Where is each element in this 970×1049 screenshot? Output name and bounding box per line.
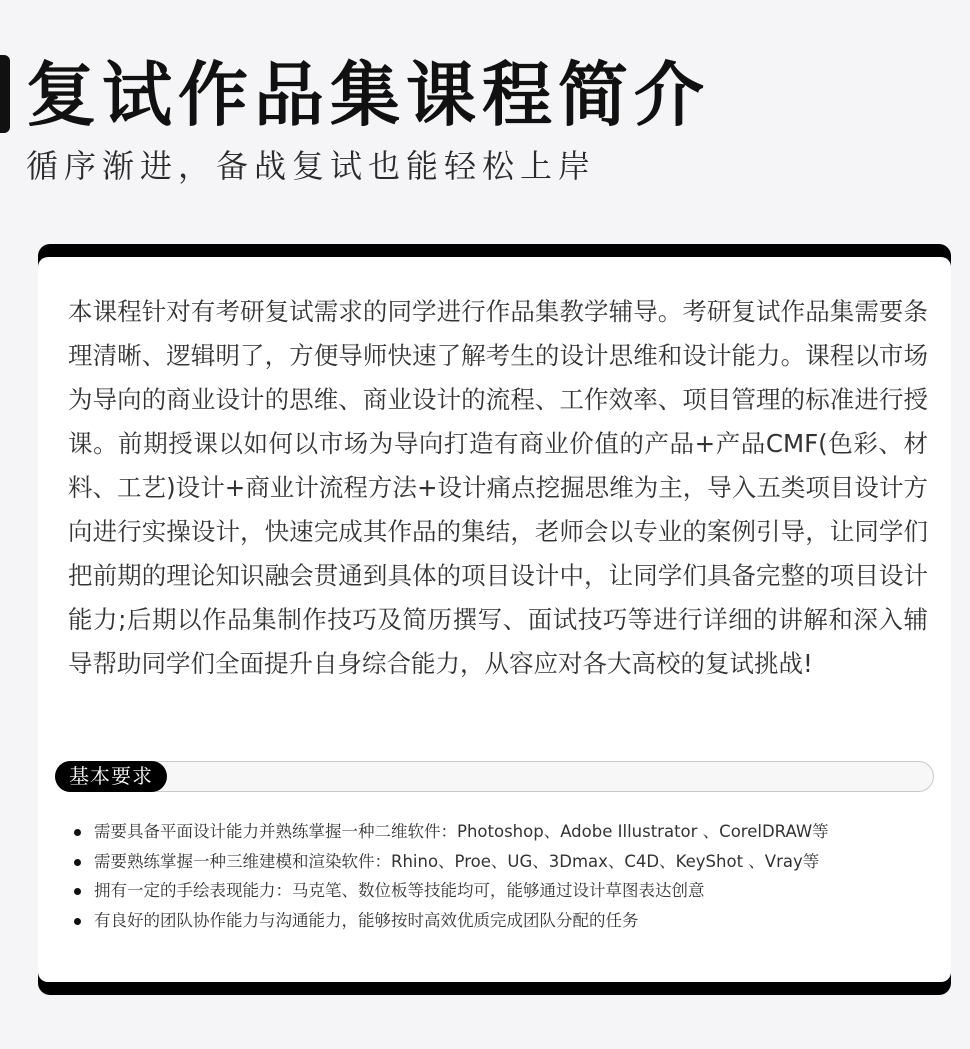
course-intro-card	[38, 257, 951, 982]
requirement-item	[72, 817, 932, 847]
title-accent-bar	[0, 55, 10, 133]
page-title: 复试作品集课程简介	[26, 54, 710, 136]
bullet-icon	[74, 829, 81, 836]
requirement-text: 拥有一定的手绘表现能力：马克笔、数位板等技能均可，能够通过设计草图表达创意	[94, 881, 705, 900]
bullet-icon	[74, 888, 81, 895]
requirement-item	[72, 847, 932, 877]
requirements-label: 基本要求	[55, 761, 167, 792]
page-subtitle: 循序渐进，备战复试也能轻松上岸	[26, 147, 597, 185]
requirements-list	[72, 817, 932, 935]
requirement-text: 需要具备平面设计能力并熟练掌握一种二维软件：Photoshop、Adobe Illustrator 、CorelDRAW等	[94, 822, 829, 841]
requirement-item	[72, 876, 932, 906]
requirement-text: 有良好的团队协作能力与沟通能力，能够按时高效优质完成团队分配的任务	[94, 910, 639, 930]
requirement-item	[72, 906, 932, 936]
requirements-header-bar	[55, 761, 934, 792]
bullet-icon	[74, 859, 81, 866]
course-intro-text: 本课程针对有考研复试需求的同学进行作品集教学辅导。考研复试作品集需要条理清晰、逻辑明了，方便导师快速了解考生的设计思维和设计能力。课程以市场为导向的商业设计的思维、商业设计的流程、工作效率、项目管理的标准进行授课。前期授课以如何以市场为导向打造有商业价值的产品+产品CMF(色彩、材料、工艺)设计+商业计流程方法+设计痛点挖掘思维为主，导入五类项目设计方向进行实操设计，快速完成其作品的集结，老师会以专业的案例引导，让同学们把前期的理论知识融会贯通到具体的项目设计中，让同学们具备完整的项目设计能力;后期以作品集制作技巧及简历撰写、面试技巧等进行详细的讲解和深入辅导帮助同学们全面提升自身综合能力，从容应对各大高校的复试挑战!	[68, 297, 928, 678]
bullet-icon	[74, 918, 81, 925]
requirement-text: 需要熟练掌握一种三维建模和渲染软件：Rhino、Proe、UG、3Dmax、C4D、KeyShot 、Vray等	[94, 851, 820, 871]
